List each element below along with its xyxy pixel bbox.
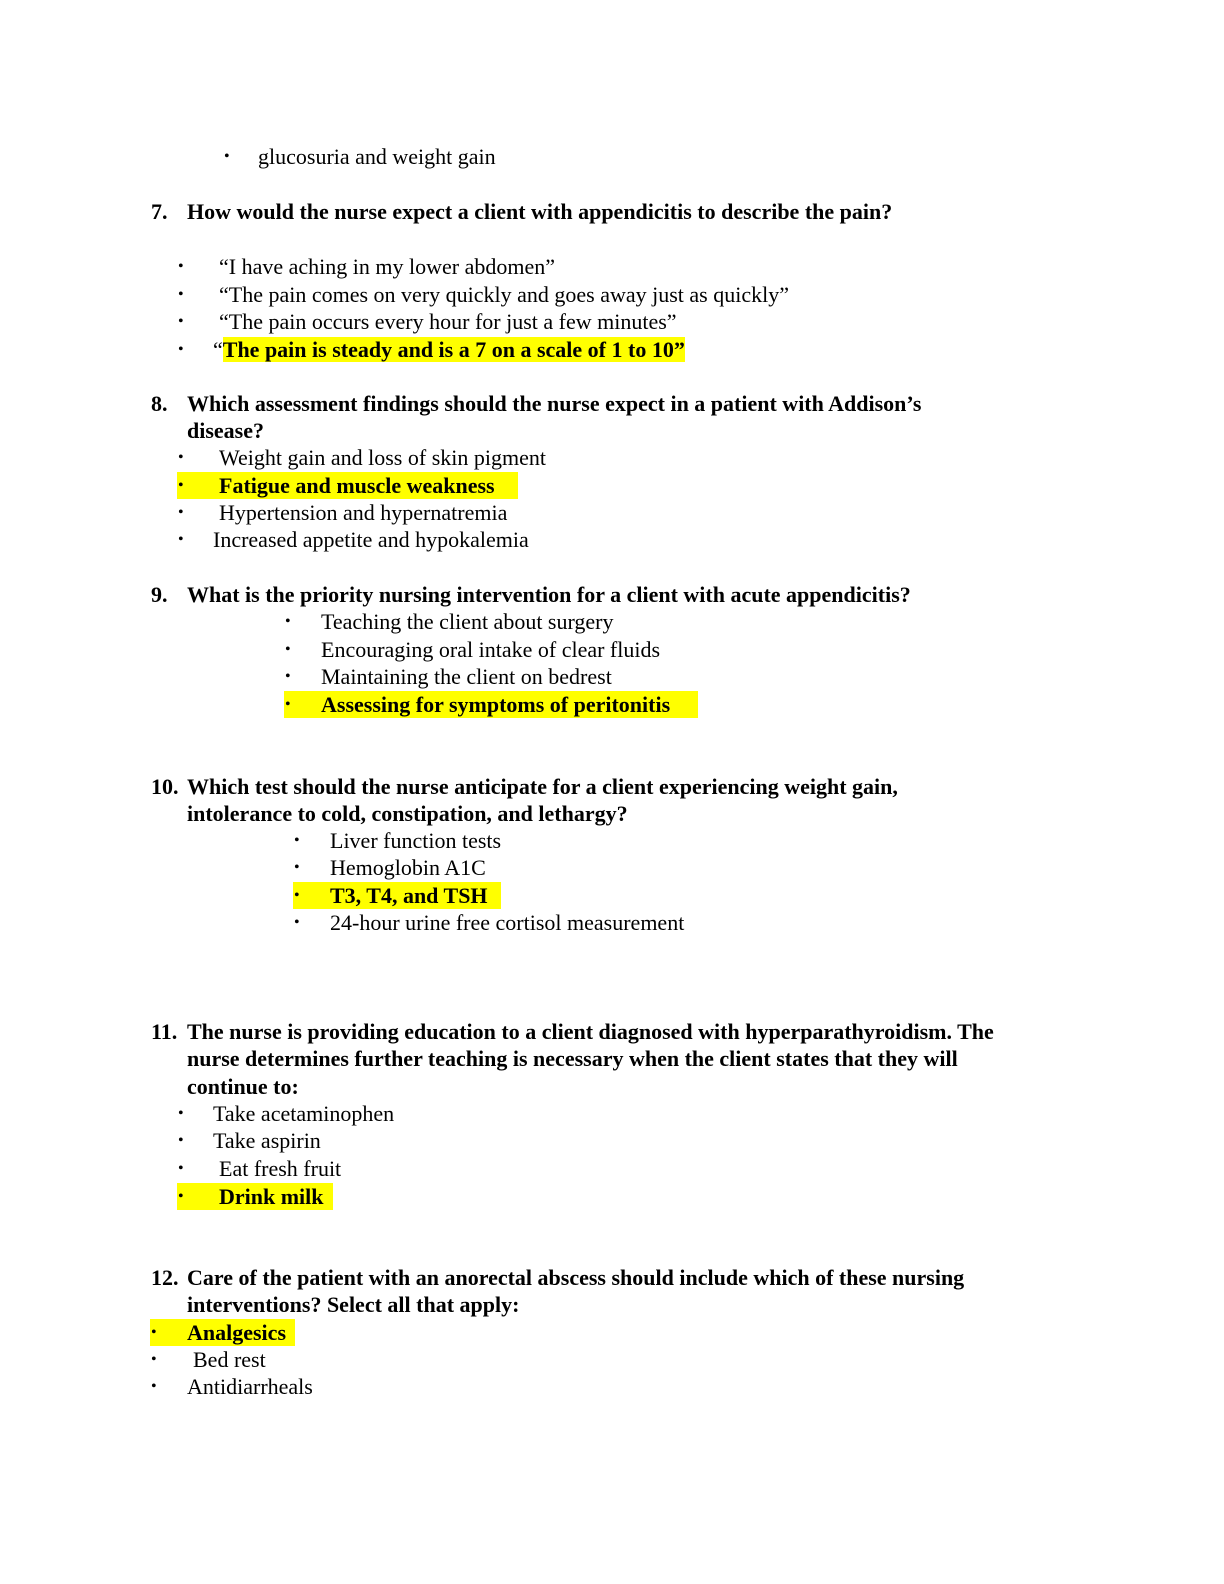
bullet-icon: • [178, 313, 184, 330]
question-text [187, 1018, 994, 1100]
question-text [187, 581, 911, 608]
question-line: disease? [187, 418, 264, 444]
question-number: 7. [151, 199, 168, 224]
bullet-icon: • [151, 1324, 157, 1341]
bullet-icon: • [178, 1105, 184, 1122]
answer-option: Hypertension and hypernatremia [219, 500, 508, 525]
question-number: 11. [151, 1019, 178, 1044]
answer-option: Increased appetite and hypokalemia [213, 527, 529, 552]
answer-option: Teaching the client about surgery [321, 609, 614, 634]
question-line: intolerance to cold, constipation, and lethargy? [187, 801, 628, 827]
bullet-icon: • [178, 504, 184, 521]
question-number: 12. [151, 1265, 179, 1290]
answer-option-correct: Assessing for symptoms of peritonitis [321, 692, 671, 717]
question-line: interventions? Select all that apply: [187, 1292, 520, 1318]
bullet-icon: • [285, 641, 291, 658]
bullet-icon: • [224, 148, 230, 165]
bullet-icon: • [178, 286, 184, 303]
question-line: How would the nurse expect a client with appendicitis to describe the pain? [187, 199, 893, 224]
answer-option-correct: Drink milk [219, 1184, 324, 1209]
answer-option: Encouraging oral intake of clear fluids [321, 637, 661, 662]
question-line: The nurse is providing education to a client diagnosed with hyperparathyroidism. The [187, 1019, 994, 1044]
bullet-icon: • [294, 832, 300, 849]
bullet-icon: • [151, 1351, 157, 1368]
answer-option: Antidiarrheals [187, 1374, 313, 1399]
question-line: continue to: [187, 1073, 299, 1099]
question-line: Which assessment findings should the nurse expect in a patient with Addison’s [187, 391, 922, 416]
question-line: Care of the patient with an anorectal abscess should include which of these nursing [187, 1265, 965, 1290]
answer-prefix: “ [213, 337, 223, 362]
answer-option: 24-hour urine free cortisol measurement [330, 910, 685, 935]
answer-option: Liver function tests [330, 828, 502, 853]
answer-option: “The pain comes on very quickly and goes away just as quickly” [219, 282, 790, 307]
answer-option: Eat fresh fruit [219, 1156, 342, 1181]
question-number: 9. [151, 582, 168, 607]
bullet-icon: • [178, 477, 184, 494]
answer-option: glucosuria and weight gain [258, 144, 496, 169]
answer-option: Bed rest [193, 1347, 266, 1372]
question-text [187, 390, 922, 445]
question-text [187, 773, 898, 828]
bullet-icon: • [178, 531, 184, 548]
bullet-icon: • [178, 258, 184, 275]
question-line: nurse determines further teaching is necessary when the client states that they will [187, 1046, 958, 1072]
question-number: 10. [151, 774, 179, 799]
question-text [187, 1264, 964, 1319]
answer-option: “I have aching in my lower abdomen” [219, 254, 555, 279]
answer-option: Hemoglobin A1C [330, 855, 486, 880]
answer-option: Maintaining the client on bedrest [321, 664, 612, 689]
answer-option-correct: T3, T4, and TSH [330, 883, 488, 908]
bullet-icon: • [178, 1132, 184, 1149]
question-line: What is the priority nursing intervention for a client with acute appendicitis? [187, 582, 911, 607]
question-number: 8. [151, 391, 168, 416]
bullet-icon: • [285, 613, 291, 630]
bullet-icon: • [294, 914, 300, 931]
bullet-icon: • [151, 1378, 157, 1395]
answer-option-correct: Fatigue and muscle weakness [219, 473, 495, 498]
answer-option-correct [213, 336, 685, 363]
bullet-icon: • [285, 668, 291, 685]
correct-answer-highlight: The pain is steady and is a 7 on a scale of 1 to 10” [222, 337, 685, 362]
bullet-icon: • [285, 696, 291, 713]
answer-option: Weight gain and loss of skin pigment [219, 445, 546, 470]
question-text [187, 198, 892, 225]
bullet-icon: • [178, 1160, 184, 1177]
answer-option: Take acetaminophen [213, 1101, 395, 1126]
answer-option-correct: Analgesics [187, 1320, 286, 1345]
bullet-icon: • [294, 887, 300, 904]
answer-option: “The pain occurs every hour for just a few minutes” [219, 309, 677, 334]
bullet-icon: • [178, 341, 184, 358]
question-line: Which test should the nurse anticipate for a client experiencing weight gain, [187, 774, 898, 799]
bullet-icon: • [178, 449, 184, 466]
bullet-icon: • [294, 859, 300, 876]
bullet-icon: • [178, 1188, 184, 1205]
answer-option: Take aspirin [213, 1128, 321, 1153]
